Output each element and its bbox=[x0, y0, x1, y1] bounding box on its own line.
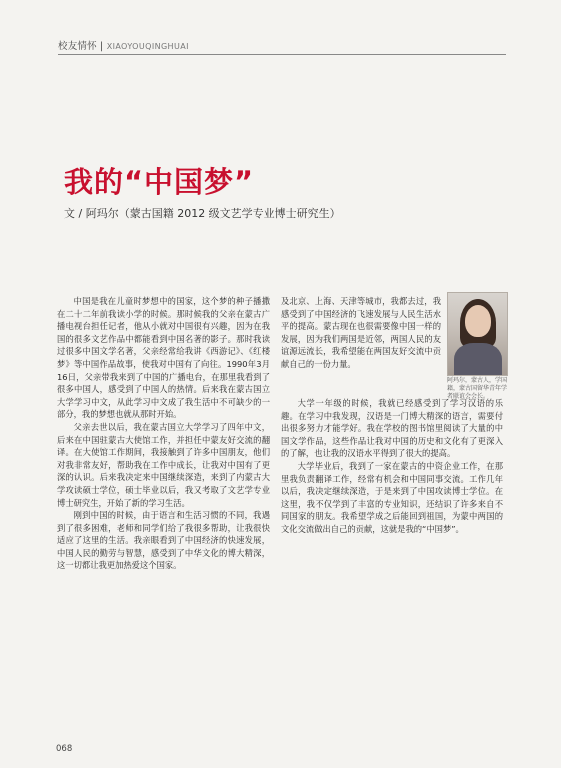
body-column-right-top bbox=[281, 295, 441, 371]
article-byline: 文 / 阿玛尔（蒙古国籍 2012 级文艺学专业博士研究生） bbox=[64, 207, 341, 220]
section-title-latin: XIAOYOUQINGHUAI bbox=[106, 42, 189, 51]
section-header bbox=[58, 38, 189, 52]
photo-face bbox=[465, 305, 491, 337]
photo-caption: 阿玛尔，蒙古人，学国籍，蒙古国留华青年学者联谊会会长。 bbox=[447, 377, 508, 400]
paragraph: 大学毕业后，我到了一家在蒙古的中资企业工作，在那里我负责翻译工作，经常有机会和中国同事交流。工作几年以后，我决定继续深造，于是来到了中国攻读博士学位。在这里，我不仅学到了丰富的专业知识，还结识了许多来自不同国家的朋友。我希望学成之后能回到祖国，为蒙中两国的文化交流做出自己的贡献，这就是我的“中国梦”。 bbox=[281, 460, 503, 534]
page-number: 068 bbox=[56, 744, 73, 754]
photo-body bbox=[454, 343, 502, 376]
body-column-right-bottom bbox=[281, 397, 503, 536]
author-photo bbox=[447, 292, 508, 376]
paragraph: 中国是我在儿童时梦想中的国家，这个梦的种子播撒在二十二年前我读小学的时候。那时候我的父亲在蒙古广播电视台担任记者，他从小就对中国很有兴趣，因为在我国的很多文艺作品中都能看到中国名著的影子。那时我读过很多中国文学名著，父亲经常给我讲《西游记》、《红楼梦》等中国作品故事，使我对中国有了向往。1990年3月16日，父亲带我来到了中国的广播电台，在那里我看到了很多中国人，感受到了中国人的热情。后来我在蒙古国立大学学习中文，从此学习中文成了我生活中不可缺少的一部分，我的梦想也就从那时开始。 bbox=[57, 296, 270, 420]
section-separator: | bbox=[100, 41, 104, 52]
header-rule bbox=[58, 54, 506, 55]
paragraph: 及北京、上海、天津等城市，我都去过，我感受到了中国经济的飞速发展与人民生活水平的提高。蒙古现在也很需要像中国一样的发展，因为我们两国是近邻，两国人民的友谊源远流长，我希望能在两国友好交流中贡献自己的一份力量。 bbox=[281, 296, 441, 369]
article-title: 我的“中国梦” bbox=[64, 165, 255, 199]
paragraph: 父亲去世以后，我在蒙古国立大学学习了四年中文，后来在中国驻蒙古大使馆工作，并担任中蒙友好交流的翻译。在大使馆工作期间，我接触到了许多中国朋友，他们对我非常友好，帮助我在工作中成长，让我对中国有了更深的认识。后来我决定来中国继续深造，来到了内蒙古大学攻读硕士学位，硕士毕业以后，我又考取了文艺学专业博士研究生，开始了新的学习生活。 bbox=[57, 421, 270, 508]
section-title-cn: 校友情怀 bbox=[58, 41, 97, 52]
paragraph: 大学一年级的时候，我就已经感受到了学习汉语的乐趣。在学习中我发现，汉语是一门博大精深的语言，需要付出很多努力才能学好。我在学校的图书馆里阅读了大量的中国文学作品，这些作品让我对中国的历史和文化有了更深入的了解，也让我的汉语水平得到了很大的提高。 bbox=[281, 398, 503, 459]
paragraph: 刚到中国的时候，由于语言和生活习惯的不同，我遇到了很多困难，老师和同学们给了我很多帮助，让我很快适应了这里的生活。我亲眼看到了中国经济的快速发展，中国人民的勤劳与智慧，感受到了中华文化的博大精深，这一切都让我更加热爱这个国家。 bbox=[57, 510, 270, 571]
body-column-left bbox=[57, 295, 270, 572]
